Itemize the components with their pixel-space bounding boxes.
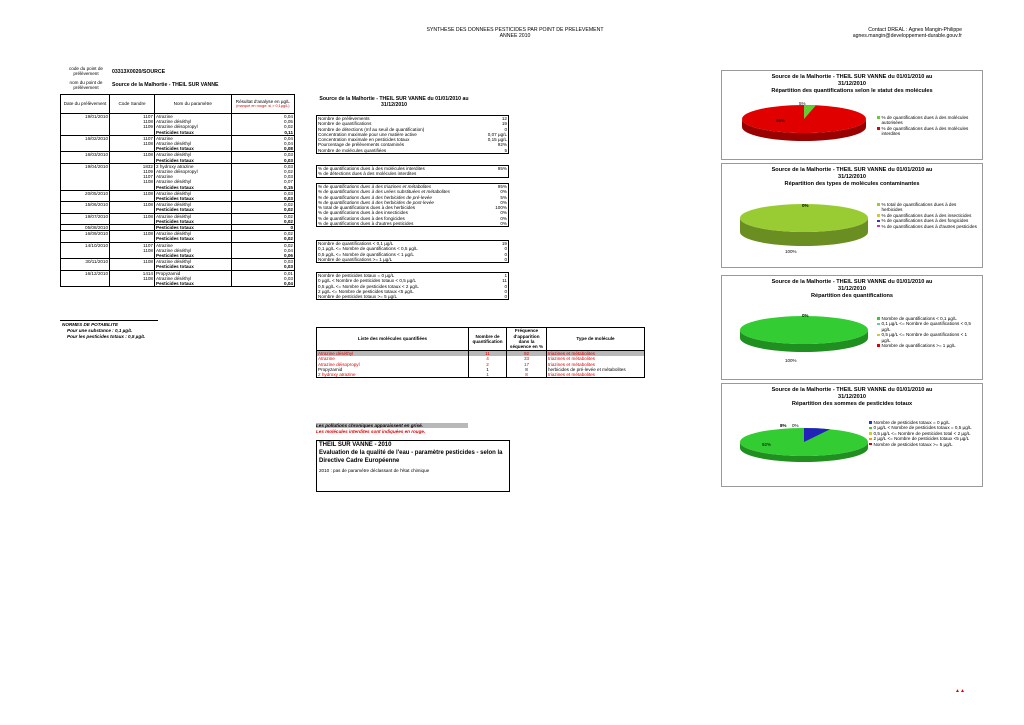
cell-code: 1107 (110, 114, 155, 120)
stats-label: Nombre de prélèvements (318, 116, 370, 121)
cell-result: 0,03 (231, 174, 294, 179)
stats-label: % de quantifications dues à d'autres pesticides (318, 221, 414, 227)
legend-label: % de quantifications dues à d'autres pesticides (881, 223, 977, 229)
cell-param: Pesticides totaux (155, 236, 232, 242)
legend-swatch (877, 323, 880, 326)
dce-title: THEIL SUR VANNE - 2010 (319, 442, 392, 448)
stats-value: 0 (504, 288, 507, 294)
mol-name: Atrazine déisopropyl (317, 362, 469, 367)
cell-result: 0,04 (231, 248, 294, 253)
code-value: 03313X0020/SOURCE (112, 69, 166, 75)
stats-value: 0 (504, 126, 507, 132)
cell-result: 0,05 (231, 119, 294, 124)
cell-result: 0,03 (231, 276, 294, 281)
chart1-pie (732, 99, 872, 154)
cell-code: 1107 (110, 174, 155, 179)
cell-code: 1108 (110, 248, 155, 253)
report-year: ANNEE 2010 (499, 33, 531, 39)
mol-freq: 33 (507, 356, 547, 361)
cell-code: 1108 (110, 190, 155, 196)
stats-value: 12 (501, 116, 507, 121)
footer-mark: ▲▲ (955, 688, 965, 694)
pie4-label-c: 92% (762, 442, 772, 447)
contact-name: Contact DREAL : Agnes Mangin-Philippe (868, 27, 962, 33)
contact-email[interactable]: agnes.mangin@developpement-durable.gouv.fr (852, 33, 962, 39)
cell-param: Atrazine (155, 174, 232, 179)
stats-label: % de quantifications dues à des insecticides (318, 210, 408, 216)
cell-date: 19/04/2010 (61, 163, 110, 169)
stats-label: Nombre de détections (mf au seuil de quantification) (318, 126, 425, 132)
cell-code: 1109 (110, 169, 155, 174)
cell-code: 1832 (110, 163, 155, 169)
legend-label: Nombre de pesticides totaux = 0 µg/L (873, 420, 950, 425)
stats-value: 0% (500, 189, 507, 195)
pie1-label-a: 5% (799, 101, 806, 106)
legend-swatch (877, 334, 880, 337)
mol-count: 4 (469, 356, 507, 361)
cell-param: Atrazine déséthyl (155, 248, 232, 253)
cell-param: 2 hydroxy atrazine (155, 163, 232, 169)
stats-value: 0% (500, 215, 507, 221)
code-label: code du point de prélèvement (69, 66, 103, 77)
cell-code: 1108 (110, 152, 155, 158)
stats-value: 0% (500, 199, 507, 205)
dce-subtitle: Evaluation de la qualité de l'eau - paramètre pesticides - selon la Directive Cadre Européenne (319, 450, 503, 464)
stats-row (317, 294, 509, 300)
stats-box-quantif (316, 240, 509, 263)
pie4-label-a: 8% (780, 423, 787, 428)
cell-param: Pesticides totaux (155, 130, 232, 136)
cell-param: Atrazine déséthyl (155, 152, 232, 158)
stats-value (490, 171, 509, 177)
legend-label: % de quantifications dues à des molécules autorisées (881, 115, 969, 126)
cell-param: Pesticides totaux (155, 196, 232, 202)
report-header (395, 27, 635, 39)
legend-label: Nombre de pesticides totaux >= 5 µg/L (873, 441, 953, 447)
stats-row (317, 221, 509, 227)
cell-date: 14/10/2010 (61, 242, 110, 248)
chart4-title: Source de la Malhortie - THEIL SUR VANNE du 01/01/2010 au 31/12/2010 Répartition des sommes de pesticides totaux (771, 387, 933, 407)
cell-result: 0,04 (231, 135, 294, 141)
cell-result: 0,04 (231, 114, 294, 120)
col-code: Code Sandre (110, 95, 155, 114)
legend-swatch (869, 421, 872, 424)
stats-label: % de quantifications dues à des fongicides (318, 215, 405, 221)
legend-swatch (877, 344, 880, 347)
stats-value: 11 (502, 278, 507, 284)
stats-value: 0% (500, 221, 507, 227)
cell-code: 1108 (110, 231, 155, 237)
molecule-row (317, 372, 645, 378)
mol-count: 1 (469, 367, 507, 372)
legend-swatch (869, 443, 872, 446)
cell-date: 16/12/2010 (61, 270, 110, 276)
mol-freq: 8 (507, 367, 547, 372)
legend-label: % de quantifications dues à des fongicides (881, 218, 969, 224)
analysis-table (60, 94, 295, 287)
legend-swatch (877, 220, 880, 223)
cell-result: 0,03 (231, 264, 294, 270)
cell-code: 1414 (110, 270, 155, 276)
chart3-pie (732, 312, 872, 372)
stats-label: % de quantifications dues à des urées substituées et métabolites (318, 189, 451, 195)
norms-divider (60, 320, 158, 321)
cell-param: Atrazine déséthyl (155, 276, 232, 281)
stats-value: 0,07 µg/L (487, 131, 507, 137)
mol-freq: 92 (507, 351, 547, 357)
cell-result: 0,02 (231, 207, 294, 213)
mol-count: 2 (469, 362, 507, 367)
chart-types (721, 163, 983, 268)
cell-result: 0,03 (231, 163, 294, 169)
stats-row (317, 257, 509, 263)
col-param: Nom du paramètre (155, 95, 232, 114)
cell-param: Atrazine déséthyl (155, 119, 232, 124)
pie2-label-b: 100% (785, 249, 797, 254)
legend-swatch (877, 203, 880, 206)
cell-param: Atrazine déséthyl (155, 179, 232, 184)
stats-label: Nombre de quantifications >= 1 µg/L (318, 256, 393, 262)
stats-value: 0% (500, 210, 507, 216)
legend-label: 0,1 µg/L <= Nombre de quantifications < 0,5 µg/L (881, 321, 971, 332)
chart3-title: Source de la Malhortie - THEIL SUR VANNE du 01/01/2010 au 31/12/2010 Répartition des quantifications (771, 279, 933, 299)
cell-code: 1107 (110, 242, 155, 248)
stats-title: Source de la Malhortie - THEIL SUR VANNE du 01/01/2010 au 31/12/2010 (319, 96, 469, 108)
stats-value: 92% (497, 142, 507, 148)
cell-date (61, 281, 110, 287)
stats-label: Concentration maximale pour une matière active (318, 131, 417, 137)
cell-result: 0,08 (231, 146, 294, 152)
legend-label: % de quantifications dues à des insecticides (881, 212, 972, 218)
legend-label: Nombre de quantifications < 0,1 µg/L (881, 316, 957, 321)
stats-label: % de quantifications dues à des molécules interdites (318, 166, 425, 171)
norms-line1: Pour une substance : 0,1 µg/L (67, 328, 133, 333)
cell-result: 0,01 (231, 270, 294, 276)
mol-col-type: Type de molécule (547, 328, 645, 351)
mol-name: Atrazine déséthyl (317, 351, 469, 357)
mol-col-name: Liste des molécules quantifiées (317, 328, 469, 351)
stats-box-general (316, 115, 509, 154)
cell-code: 1109 (110, 124, 155, 129)
cell-code: 1108 (110, 276, 155, 281)
legend-item (869, 442, 979, 447)
mol-count: 11 (469, 351, 507, 357)
stats-row (317, 171, 509, 177)
col-date: Date du prélèvement (61, 95, 110, 114)
cell-code: 1108 (110, 213, 155, 219)
legend-swatch (877, 225, 880, 228)
stats-label: Nombre de molécules quantifiées (318, 147, 387, 153)
cell-code: 1107 (110, 135, 155, 141)
legend-label: % total de quantifications dues à des herbicides (881, 202, 957, 213)
cell-result: 0,02 (231, 169, 294, 174)
cell-param: Pesticides totaux (155, 158, 232, 164)
molecules-table (316, 327, 645, 378)
note-chronic: Les pollutions chroniques apparaissent en grisé. (316, 423, 468, 428)
mol-name: Atrazine (317, 356, 469, 361)
cell-param: Atrazine déisopropyl (155, 169, 232, 174)
cell-result: 0,02 (231, 124, 294, 129)
cell-param: Propyzamid (155, 270, 232, 276)
legend-swatch (869, 432, 872, 435)
chart1-title: Source de la Malhortie - THEIL SUR VANNE du 01/01/2010 au 31/12/2010 Répartition des quantifications selon le statut des molécules (771, 74, 933, 94)
chart4-pie (732, 420, 872, 480)
cell-date: 05/08/2010 (61, 225, 110, 231)
cell-result: 0,06 (231, 253, 294, 259)
cell-param: Atrazine déséthyl (155, 213, 232, 219)
stats-label: % de quantifications dues à des herbicides de post-levée (318, 199, 434, 205)
mol-freq: 17 (507, 362, 547, 367)
cell-date: 30/11/2010 (61, 259, 110, 265)
cell-date: 19/07/2010 (61, 213, 110, 219)
stats-box-totaux (316, 272, 509, 300)
cell-result: 0,03 (231, 196, 294, 202)
mol-type: herbicides de pré-levée et métabolites (547, 367, 645, 372)
cell-param: Atrazine (155, 135, 232, 141)
pie2-label-a: 0% (802, 203, 809, 208)
stats-label: Nombre de pesticides totaux >= 5 µg/L (318, 294, 397, 300)
mol-name: 2 hydroxy atrazine (317, 372, 469, 378)
stats-label: 2 µg/L <= Nombre de pesticides totaux <5 µg/L (318, 288, 414, 294)
cell-code: 1108 (110, 141, 155, 146)
cell-result: 0,07 (231, 179, 294, 184)
cell-date: 16/03/2010 (61, 152, 110, 158)
legend-item (877, 343, 977, 348)
cell-param: Pesticides totaux (155, 219, 232, 225)
mol-type: triazines et métabolites (547, 351, 645, 357)
stats-value: 0,15 µg/L (487, 137, 507, 143)
cell-result: 0,02 (231, 231, 294, 237)
cell-param: Pesticides totaux (155, 281, 232, 287)
name-label: nom du point de prélèvement (69, 80, 103, 91)
table-row (61, 281, 295, 287)
legend-item (877, 115, 977, 126)
legend-item (877, 202, 977, 213)
cell-code: 1108 (110, 119, 155, 124)
legend-item (877, 126, 977, 137)
cell-param: Pesticides totaux (155, 264, 232, 270)
stats-value: 19 (501, 121, 507, 127)
chart2-legend (877, 202, 977, 229)
cell-code: 1108 (110, 179, 155, 184)
stats-label: Nombre de pesticides totaux = 0 µg/L (318, 273, 395, 278)
cell-result: 0,02 (231, 242, 294, 248)
stats-label: 0,5 µg/L <= Nombre de pesticides totaux < 2 µg/L (318, 283, 419, 289)
stats-label: % de quantifications dues à des triazines et métabolites (318, 184, 432, 189)
legend-swatch (877, 116, 880, 119)
cell-param: Pesticides totaux (155, 146, 232, 152)
stats-box-interdites (316, 165, 509, 178)
legend-swatch (877, 317, 880, 320)
stats-value: 0 (504, 256, 507, 262)
cell-param: Pesticides totaux (155, 253, 232, 259)
pie1-label-b: 95% (776, 118, 786, 123)
pie4-label-b: 0% (792, 423, 799, 428)
mol-count: 1 (469, 372, 507, 378)
cell-param: Pesticides totaux (155, 185, 232, 191)
legend-label: 2 µg/L <= Nombre de pesticides totaux <5 µg/L (873, 436, 970, 442)
mol-type: triazines et métabolites (547, 372, 645, 378)
report-title: SYNTHESE DES DONNEES PESTICIDES PAR POINT DE PRELEVEMENT (426, 27, 604, 33)
cell-result: 0,03 (231, 190, 294, 196)
cell-result: 0,02 (231, 202, 294, 208)
stats-value: 95% (497, 184, 507, 189)
cell-result: 0,02 (231, 213, 294, 219)
stats-value: 0 (504, 251, 507, 257)
stats-value: 19 (501, 241, 507, 246)
pie2-slice-herbicides (740, 204, 868, 232)
cell-result: 0 (231, 225, 294, 231)
cell-result: 0,15 (231, 185, 294, 191)
cell-param: Atrazine déisopropyl (155, 124, 232, 129)
name-value: Source de la Malhortie - THEIL SUR VANNE (112, 82, 219, 88)
cell-param: Atrazine (155, 242, 232, 248)
cell-result: 0,02 (231, 236, 294, 242)
mol-col-count: Nombre de quantification (469, 328, 507, 351)
dce-box (316, 440, 510, 492)
legend-swatch (877, 127, 880, 130)
cell-code (110, 281, 155, 287)
chart3-legend (877, 316, 977, 348)
cell-param: Atrazine (155, 114, 232, 120)
cell-param: Atrazine déséthyl (155, 141, 232, 146)
stats-value: 100% (495, 205, 507, 211)
legend-swatch (877, 214, 880, 217)
cell-param: Pesticides totaux (155, 225, 232, 231)
dce-text: 2010 : pas de paramètre déclassant de l'état chimique (319, 468, 430, 474)
cell-date: 20/05/2010 (61, 190, 110, 196)
contact-block (780, 27, 962, 39)
cell-param: Atrazine déséthyl (155, 202, 232, 208)
norms-title: NORMES DE POTABILITE (62, 322, 119, 327)
stats-value: 5% (500, 194, 507, 200)
chart-totaux (721, 383, 983, 487)
stats-value: 0 (504, 246, 507, 252)
chart2-pie (732, 200, 872, 260)
cell-date: 16/09/2010 (61, 231, 110, 237)
chart1-legend (877, 115, 977, 137)
chart-statut (721, 70, 983, 160)
cell-result: 0,04 (231, 141, 294, 146)
stats-label: % total de quantifications dues à des herbicides (318, 205, 416, 211)
pie3-label-a: 0% (802, 313, 809, 318)
cell-date: 15/06/2010 (61, 202, 110, 208)
stats-label: 0,1 µg/L <= Nombre de quantifications < 0,5 µg/L (318, 246, 418, 252)
stats-value: 0 (504, 283, 507, 289)
stats-label: 0,5 µg/L <= Nombre de quantifications < 1 µg/L (318, 251, 414, 257)
legend-item (877, 224, 977, 229)
stats-label: % de quantifications dues à des herbicides de pré-levée (318, 194, 432, 200)
stats-label: 0 µg/L < Nombre de pesticides totaux < 0,5 µg/L (318, 278, 417, 284)
stats-label: Nombre de quantifications < 0,1 µg/L (318, 241, 394, 246)
legend-item (877, 332, 977, 343)
mol-col-freq: Fréquence d'apparition dans la séquence en % (507, 328, 547, 351)
col-result: Résultat d'analyse en µg/L (marqué en rouge: si > 0,1µg/L) (231, 95, 294, 114)
stats-label: % de détections dues à des molécules interdites (318, 171, 417, 177)
stats-value: 5 (504, 147, 507, 153)
cell-result: 0,04 (231, 281, 294, 287)
mol-name: Propyzamid (317, 367, 469, 372)
cell-result: 0,03 (231, 158, 294, 164)
legend-item (877, 321, 977, 332)
mol-freq: 8 (507, 372, 547, 378)
cell-param: Atrazine déséthyl (155, 231, 232, 237)
cell-code: 1108 (110, 202, 155, 208)
legend-label: 0,5 µg/L <= Nombre de quantifications < 1 µg/L (881, 332, 968, 343)
pie3-slice-lt01 (740, 316, 868, 344)
chart4-legend (869, 420, 979, 447)
legend-swatch (869, 427, 872, 430)
stats-label: Concentration maximale en pesticides totaux (318, 137, 410, 143)
legend-label: % de quantifications dues à des molécules interdites (881, 125, 969, 137)
chart-quantifications (721, 275, 983, 380)
cell-param: Atrazine déséthyl (155, 259, 232, 265)
cell-date: 16/02/2010 (61, 135, 110, 141)
legend-label: Nombre de quantifications >= 1 µg/L (881, 343, 956, 349)
cell-param: Atrazine déséthyl (155, 190, 232, 196)
cell-date: 19/01/2010 (61, 114, 110, 120)
note-forbidden: Les molécules interdites sont indiquées en rouge. (316, 429, 426, 434)
stats-value: 1 (504, 273, 507, 278)
pie3-label-b: 100% (785, 358, 797, 363)
legend-label: 0 µg/L < Nombre de pesticides totaux = 0,5 µg/L (873, 425, 972, 431)
legend-label: 0,5 µg/L <= Nombre de pesticides total < 2 µg/L (873, 430, 971, 436)
cell-result: 0,03 (231, 152, 294, 158)
cell-result: 0,03 (231, 259, 294, 265)
cell-result: 0,11 (231, 130, 294, 136)
stats-row (317, 148, 509, 154)
cell-code: 1108 (110, 259, 155, 265)
norms-line2: Pour les pesticides totaux : 0,5 µg/L (67, 334, 146, 339)
stats-value: 95% (497, 166, 507, 171)
stats-label: Pourcentage de prélèvements contaminés (318, 142, 405, 148)
mol-type: triazines et métabolites (547, 356, 645, 361)
mol-type: triazines et métabolites (547, 362, 645, 367)
cell-result: 0,02 (231, 219, 294, 225)
chart2-title: Source de la Malhortie - THEIL SUR VANNE du 01/01/2010 au 31/12/2010 Répartition des types de molécules contaminantes (771, 167, 933, 187)
stats-label: Nombre de quantifications (318, 121, 372, 127)
stats-value: 0 (504, 294, 507, 300)
stats-box-types (316, 183, 509, 227)
cell-param: Pesticides totaux (155, 207, 232, 213)
legend-swatch (869, 438, 872, 441)
